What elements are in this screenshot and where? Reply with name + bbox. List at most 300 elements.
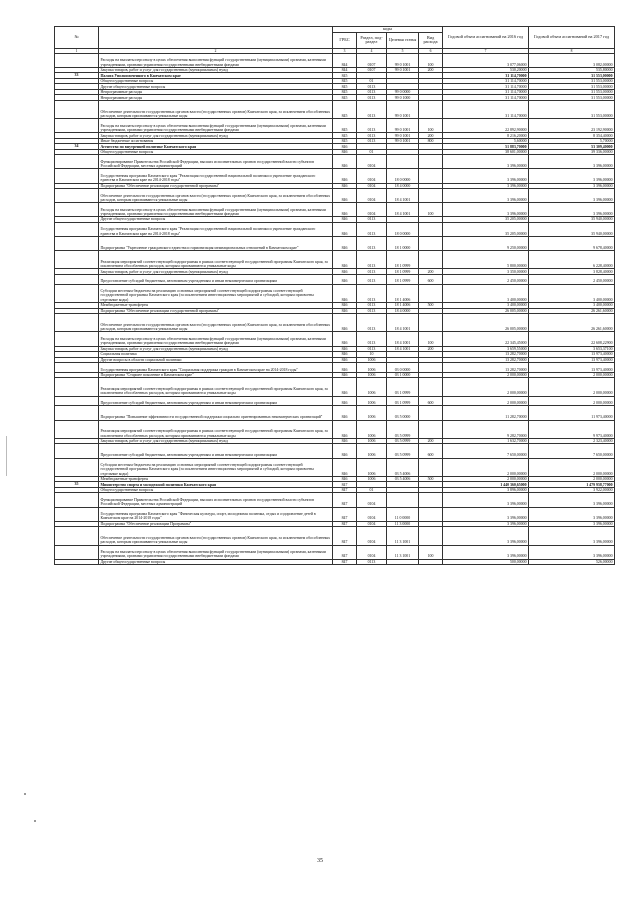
row-grbs: 846 [333,363,357,373]
row-amount-2016: 31 114,70000 [443,89,529,95]
row-expense-type [419,363,443,373]
row-expense-type [419,189,443,203]
row-name: Общегосударственные вопросы [99,487,333,493]
row-number [55,203,99,217]
column-index: 4 [357,48,387,53]
row-razdel: 0113 [357,250,387,268]
row-amount-2017: 9 678,40000 [529,236,615,250]
row-razdel: 0113 [357,314,387,332]
row-expense-type [419,284,443,302]
row-target-article: 18 4 1001 [387,314,419,332]
table-row [55,100,615,118]
row-grbs: 847 [333,527,357,545]
row-grbs: 846 [333,352,357,358]
row-expense-type [419,406,443,420]
row-target-article: 11 3 1001 [387,527,419,545]
row-expense-type: 100 [419,53,443,67]
row-target-article: 99 0 1000 [387,95,419,101]
row-number [55,420,99,438]
row-target-article: 18 1 0999 [387,250,419,268]
row-amount-2016: 3 396,00000 [443,155,529,169]
row-grbs: 846 [333,250,357,268]
row-number [55,155,99,169]
row-razdel: 1006 [357,444,387,458]
row-name: Закупка товаров, работ и услуг для государственных (муниципальных) нужд [99,438,333,444]
row-grbs: 847 [333,521,357,527]
row-razdel: 0113 [357,303,387,309]
row-grbs: 845 [333,89,357,95]
table-row [55,420,615,438]
row-amount-2017: 3 653,37100 [529,346,615,352]
row-target-article: 03 5 4006 [387,476,419,482]
row-number [55,527,99,545]
row-razdel: 0104 [357,521,387,527]
row-expense-type: 200 [419,67,443,73]
row-number [55,189,99,203]
row-razdel: 0104 [357,189,387,203]
row-name: Закупка товаров, работ и услуг для государственных (муниципальных) нужд [99,269,333,275]
row-name: Министерство спорта и молодежной политики Камчатского края [99,482,333,488]
row-amount-2017: 3 396,00000 [529,189,615,203]
col-2016-header: Годовой объем ассигнований на 2016 год [443,27,529,49]
row-razdel: 0104 [357,183,387,189]
row-razdel: 01 [357,487,387,493]
row-amount-2016: 3 659,55000 [443,346,529,352]
row-amount-2017: 3 396,00000 [529,521,615,527]
row-number [55,363,99,373]
row-grbs: 846 [333,476,357,482]
row-expense-type: 500 [419,476,443,482]
budget-table [54,26,615,565]
table-row [55,378,615,396]
row-number [55,559,99,565]
row-razdel: 0104 [357,203,387,217]
row-number [55,406,99,420]
row-amount-2017: 1 479 958,77000 [529,482,615,488]
row-amount-2016: 22 892,90000 [443,119,529,133]
row-name: Государственная программа Камчатского края "Физическая культура, спорт, молодежная политика, отдых и оздоровление детей в Камчатском крае на 2014-2018 годы" [99,507,333,521]
row-target-article: 99 0 1001 [387,53,419,67]
row-razdel: 0113 [357,138,387,144]
row-razdel: 1006 [357,357,387,363]
row-razdel: 0113 [357,133,387,139]
table-row [55,155,615,169]
row-amount-2016: 7 650,00000 [443,444,529,458]
row-name: Палата Уполномоченного в Камчатском крае [99,73,333,79]
row-target-article: 18 4 0000 [387,308,419,314]
row-number [55,53,99,67]
col-grbs-header: ГРБС [333,32,357,48]
scan-mark [6,436,7,476]
row-number [55,396,99,406]
row-razdel: 0104 [357,527,387,545]
row-number [55,314,99,332]
row-name: Подпрограмма "Старшее поколение в Камчатском крае" [99,372,333,378]
row-amount-2016: 9 250,00000 [443,236,529,250]
row-name: Субсидии местным бюджетам на реализацию основных мероприятий соответствующей подпрограммы соответствующей государственной программы Камчатского края (за исключением инвестиционных мероприятий и субсидий, которым присвоены отдельные коды) [99,284,333,302]
row-target-article: 03 1 0999 [387,396,419,406]
row-razdel: 0104 [357,169,387,183]
table-row [55,222,615,236]
table-body [55,53,615,564]
row-grbs: 846 [333,155,357,169]
row-amount-2017: 3 922,00000 [529,487,615,493]
table-row [55,314,615,332]
row-grbs: 846 [333,396,357,406]
row-expense-type [419,493,443,507]
row-expense-type [419,250,443,268]
row-razdel: 1006 [357,396,387,406]
row-target-article: 99 0 1001 [387,133,419,139]
row-grbs: 846 [333,284,357,302]
table-row [55,559,615,565]
row-grbs: 845 [333,133,357,139]
row-name: Функционирование Правительства Российской Федерации, высших исполнительных органов государственной власти субъектов Российской Федерации, местных администраций [99,155,333,169]
row-grbs: 847 [333,482,357,488]
row-expense-type: 600 [419,396,443,406]
row-amount-2016: 2 000,00000 [443,476,529,482]
row-razdel: 0113 [357,222,387,236]
row-amount-2017: 31 553,00000 [529,89,615,95]
row-razdel: 0113 [357,84,387,90]
row-name: Предоставление субсидий бюджетным, автономным учреждениям и иным некоммерческим организациям [99,444,333,458]
row-grbs: 846 [333,444,357,458]
row-name: Расходы на выплаты персоналу в целях обеспечения выполнения функций государственными (муниципальными) органами, казенными учреждениями, органами управления государственными внебюджетными фондами [99,332,333,346]
col-razdel-header: Раздел, под-раздел [357,32,387,48]
row-target-article: 03 1 0999 [387,378,419,396]
row-name: Реализация мероприятий соответствующей подпрограммы в рамках соответствующей государственной программы Камчатского края, за исключением обособленных расходов, которым присваиваются уникальные коды [99,250,333,268]
row-name: Государственная программа Камчатского края "Реализация государственной национальной политики и укрепление гражданского единства в Камчатском крае на 2014-2018 годы" [99,169,333,183]
row-amount-2016: 51 883,70000 [443,144,529,150]
row-name: Предоставление субсидий бюджетным, автономным учреждениям и иным некоммерческим организациям [99,274,333,284]
row-grbs: 844 [333,67,357,73]
row-amount-2016: 2 000,00000 [443,372,529,378]
row-name: Субсидии местным бюджетам на реализацию основных мероприятий соответствующей подпрограммы соответствующей государственной программы Камчатского края (за исключением инвестиционных мероприятий и субсидий, которым присвоены отдельные коды) [99,458,333,476]
row-grbs: 846 [333,203,357,217]
col-vr-header: Вид расхода [419,32,443,48]
row-expense-type: 600 [419,444,443,458]
row-amount-2017: 31 553,00000 [529,100,615,118]
row-razdel: 0113 [357,559,387,565]
row-razdel: 0113 [357,274,387,284]
row-amount-2016: 3 396,00000 [443,493,529,507]
row-amount-2016: 2 000,00000 [443,378,529,396]
row-grbs: 846 [333,357,357,363]
row-name: Общегосударственные вопросы [99,78,333,84]
row-target-article: 99 0 1001 [387,138,419,144]
row-expense-type: 100 [419,119,443,133]
row-target-article: 11 0 0000 [387,507,419,521]
scan-mark [24,793,26,795]
row-name: Другие общегосударственные вопросы [99,217,333,223]
row-amount-2017: 31 553,00000 [529,78,615,84]
row-amount-2016: 1 440 360,65000 [443,482,529,488]
column-index: 5 [387,48,419,53]
row-amount-2016: 35 205,00000 [443,222,529,236]
row-name: Подпрограмма "Обеспечение реализации государственной программы" [99,183,333,189]
row-amount-2016: 26 005,00000 [443,308,529,314]
row-number [55,444,99,458]
column-index: 7 [443,48,529,53]
row-target-article: 18 0 0000 [387,222,419,236]
table-row [55,203,615,217]
row-grbs: 845 [333,78,357,84]
row-expense-type: 200 [419,438,443,444]
row-number [55,222,99,236]
table-row [55,53,615,67]
table-row [55,236,615,250]
row-grbs: 847 [333,559,357,565]
row-amount-2016: 22 345,45000 [443,332,529,346]
col-2017-header: Годовой объем ассигнований на 2017 год [529,27,615,49]
row-number [55,332,99,346]
row-amount-2016: 5 800,00000 [443,250,529,268]
row-amount-2017: 2 000,00000 [529,372,615,378]
row-razdel: 0113 [357,332,387,346]
row-amount-2017: 22 608,22900 [529,332,615,346]
row-number [55,250,99,268]
row-name: Подпрограмма "Укрепление гражданского единства и гармонизация межнациональных отношений в Камчатском крае" [99,236,333,250]
row-grbs: 845 [333,138,357,144]
row-amount-2016: 13 282,70000 [443,363,529,373]
row-grbs: 844 [333,53,357,67]
row-amount-2016: 3 077,06000 [443,53,529,67]
row-expense-type [419,314,443,332]
row-name: Обеспечение деятельности государственных органов власти (государственных органов) Камчатского края, за исключением обособленных расходов, которым присваиваются уникальные коды [99,314,333,332]
row-amount-2017: 3 400,00000 [529,284,615,302]
row-amount-2017: 3 396,00000 [529,169,615,183]
row-number [55,169,99,183]
row-amount-2016: 31 114,70000 [443,95,529,101]
row-name: Обеспечение деятельности государственных органов власти (государственных органов) Камчатского края, за исключением обособленных расходов, которым присваиваются уникальные коды [99,527,333,545]
row-amount-2016: 3 400,00000 [443,303,529,309]
row-target-article: 18 4 1001 [387,346,419,352]
row-amount-2017: 3 396,00000 [529,493,615,507]
row-amount-2017: 3 396,00000 [529,155,615,169]
row-amount-2016: 530,20000 [443,67,529,73]
row-razdel: 0113 [357,217,387,223]
row-name: Подпрограмма "Повышение эффективности государственной поддержки социально ориентированных некоммерческих организаций" [99,406,333,420]
row-name: Социальная политика [99,352,333,358]
row-grbs: 846 [333,169,357,183]
row-amount-2017: 53 309,40000 [529,144,615,150]
row-name: Реализация мероприятий соответствующей подпрограммы в рамках соответствующей государственной программы Камчатского края, за исключением обособленных расходов, которым присваиваются уникальные коды [99,378,333,396]
row-name: Подпрограмма "Обеспечение реализации Программы" [99,521,333,527]
table-row [55,444,615,458]
row-amount-2017: 3 396,00000 [529,545,615,559]
row-amount-2017: 13 973,40000 [529,352,615,358]
row-amount-2017: 31 553,00000 [529,73,615,79]
row-grbs: 846 [333,372,357,378]
row-name: Расходы на выплаты персоналу в целях обеспечения выполнения функций государственными (муниципальными) органами, казенными учреждениями, органами управления государственными внебюджетными фондами [99,203,333,217]
row-grbs: 846 [333,346,357,352]
row-target-article [387,493,419,507]
row-amount-2016: 31 114,70000 [443,100,529,118]
row-amount-2017: 3 828,40000 [529,269,615,275]
row-razdel: 01 [357,149,387,155]
row-name: Иные бюджетные ассигнования [99,138,333,144]
row-amount-2017: 3 400,00000 [529,303,615,309]
row-razdel: 10 [357,352,387,358]
row-amount-2016: 3 400,00000 [443,284,529,302]
row-razdel: 1006 [357,420,387,438]
row-amount-2016: 3 396,00000 [443,507,529,521]
row-grbs: 846 [333,149,357,155]
row-target-article: 18 4 1001 [387,203,419,217]
row-grbs: 846 [333,458,357,476]
row-amount-2017: 35 940,00000 [529,222,615,236]
row-amount-2017: 2 000,00000 [529,396,615,406]
row-razdel: 1006 [357,476,387,482]
table-row [55,363,615,373]
row-target-article: 18 4 0000 [387,183,419,189]
row-amount-2017: 31 553,00000 [529,95,615,101]
row-amount-2016: 26 005,00000 [443,314,529,332]
row-expense-type: 200 [419,269,443,275]
row-target-article: 18 1 0999 [387,269,419,275]
budget-sheet [54,26,614,565]
row-target-article [387,155,419,169]
row-amount-2017: 2 323,40000 [529,438,615,444]
row-target-article: 03 5 0000 [387,406,419,420]
row-razdel: 0113 [357,95,387,101]
row-target-article: 03 1 0000 [387,372,419,378]
row-grbs: 847 [333,487,357,493]
row-number: 35 [55,482,99,488]
row-expense-type: 200 [419,133,443,139]
row-amount-2017: 23 192,90000 [529,119,615,133]
row-number [55,100,99,118]
table-row [55,169,615,183]
row-expense-type [419,155,443,169]
row-razdel: 1006 [357,406,387,420]
row-number [55,236,99,250]
row-amount-2017: 26 261,60000 [529,308,615,314]
row-razdel: 0113 [357,284,387,302]
row-razdel: 0113 [357,236,387,250]
row-razdel: 0107 [357,67,387,73]
row-amount-2017: 3 396,00000 [529,183,615,189]
row-amount-2017: 3 396,00000 [529,203,615,217]
row-expense-type [419,222,443,236]
table-row [55,250,615,268]
row-target-article: 03 5 0999 [387,420,419,438]
row-amount-2016: 500,00000 [443,559,529,565]
row-expense-type: 100 [419,545,443,559]
row-expense-type [419,169,443,183]
row-number [55,378,99,396]
row-grbs: 846 [333,236,357,250]
table-row [55,493,615,507]
row-grbs: 846 [333,314,357,332]
row-name: Другие общегосударственные вопросы [99,559,333,565]
codes-header: коды [333,27,443,33]
row-name: Общегосударственные вопросы [99,149,333,155]
row-razdel: 01 [357,78,387,84]
row-amount-2017: 31 553,00000 [529,84,615,90]
row-name: Непрограммные расходы [99,89,333,95]
row-razdel: 0113 [357,269,387,275]
row-name: Закупка товаров, работ и услуг для государственных (муниципальных) нужд [99,133,333,139]
row-razdel: 0104 [357,155,387,169]
table-row [55,189,615,203]
column-index: 3 [333,48,357,53]
table-row [55,396,615,406]
row-amount-2016: 2 000,00000 [443,458,529,476]
row-expense-type: 800 [419,138,443,144]
row-expense-type: 100 [419,332,443,346]
row-amount-2017: 2 450,00000 [529,274,615,284]
row-target-article: 03 0 0000 [387,363,419,373]
row-razdel: 0104 [357,507,387,521]
row-name: Предоставление субсидий бюджетным, автономным учреждениям и иным некоммерческим организациям [99,396,333,406]
row-expense-type [419,236,443,250]
row-amount-2017: 2 000,00000 [529,378,615,396]
row-amount-2017: 3 082,00000 [529,53,615,67]
row-grbs: 846 [333,438,357,444]
table-row [55,119,615,133]
column-index: 2 [99,48,333,53]
row-name: Обеспечение деятельности государственных органов власти (государственных органов) Камчатского края, за исключением обособленных расходов, которым присваиваются уникальные коды [99,100,333,118]
row-name: Реализация мероприятий соответствующей подпрограммы в рамках соответствующей государственной программы Камчатского края, за исключением обособленных расходов, которым присваиваются уникальные коды [99,420,333,438]
row-amount-2016: 3 396,00000 [443,203,529,217]
row-amount-2016: 31 114,70000 [443,73,529,79]
row-name: Функционирование Правительства Российской Федерации, высших исполнительных органов государственной власти субъектов Российской Федерации, местных администраций [99,493,333,507]
row-expense-type: 500 [419,303,443,309]
row-grbs: 847 [333,493,357,507]
row-amount-2016: 2 000,00000 [443,396,529,406]
row-amount-2016: 3 396,00000 [443,527,529,545]
row-amount-2016: 31 114,70000 [443,84,529,90]
row-expense-type [419,420,443,438]
column-index: 8 [529,48,615,53]
row-amount-2017: 7 650,00000 [529,444,615,458]
row-grbs: 846 [333,222,357,236]
row-razdel: 0113 [357,119,387,133]
row-number [55,545,99,559]
row-name: Государственная программа Камчатского края "Реализация государственной национальной политики и укрепление гражданского единства в Камчатском крае на 2014-2018 годы" [99,222,333,236]
row-amount-2017: 11 973,40000 [529,406,615,420]
row-amount-2016: 2 450,00000 [443,274,529,284]
row-target-article: 18 0 0000 [387,169,419,183]
row-name: Закупка товаров, работ и услуг для государственных (муниципальных) нужд [99,346,333,352]
row-grbs: 846 [333,420,357,438]
row-number [55,119,99,133]
row-expense-type [419,100,443,118]
row-amount-2017: 26 261,60000 [529,314,615,332]
row-amount-2017: 5,70000 [529,138,615,144]
row-grbs: 846 [333,303,357,309]
row-razdel: 0113 [357,308,387,314]
row-razdel: 1006 [357,438,387,444]
row-amount-2016: 13 282,70000 [443,357,529,363]
row-target-article: 11 3 0000 [387,521,419,527]
row-grbs: 846 [333,308,357,314]
row-amount-2017: 3 396,00000 [529,507,615,521]
row-name: Расходы на выплаты персоналу в целях обеспечения выполнения функций государственными (муниципальными) органами, казенными учреждениями, органами управления государственными внебюджетными фондами [99,119,333,133]
table-row [55,507,615,521]
row-amount-2016: 3 396,00000 [443,183,529,189]
row-grbs: 846 [333,183,357,189]
row-amount-2017: 526,00000 [529,559,615,565]
row-razdel: 0113 [357,346,387,352]
row-expense-type: 600 [419,274,443,284]
row-amount-2016: 8 216,20000 [443,133,529,139]
row-expense-type [419,458,443,476]
row-razdel: 0104 [357,545,387,559]
row-amount-2016: 1 632,70000 [443,438,529,444]
row-target-article: 03 5 4006 [387,458,419,476]
